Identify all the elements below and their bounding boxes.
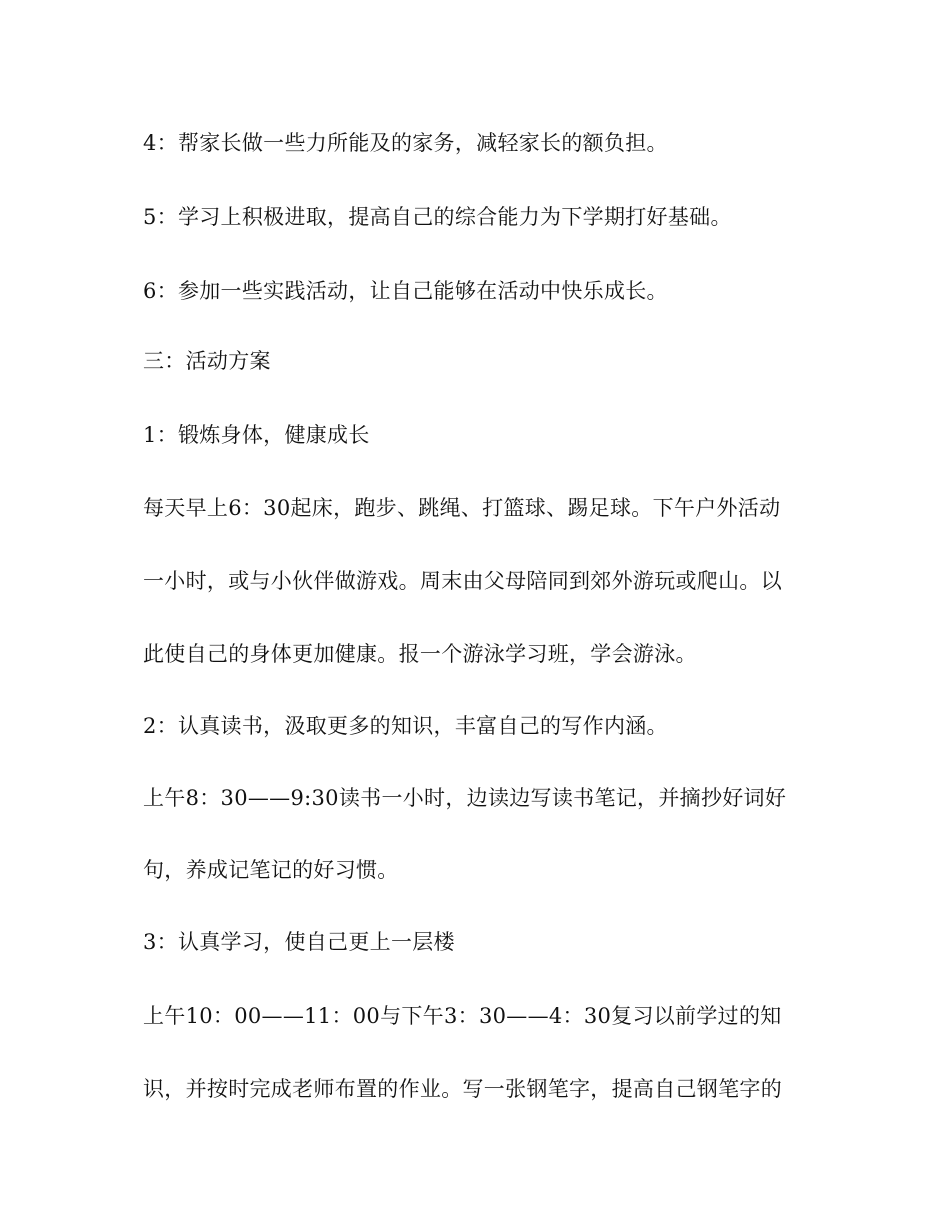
list-item-6: 6：参加一些实践活动，让自己能够在活动中快乐成长。 [143,279,668,303]
list-item-5: 5：学习上积极进取，提高自己的综合能力为下学期打好基础。 [143,205,732,229]
paragraph-line: 识，并按时完成老师布置的作业。写一张钢笔字，提高自己钢笔字的 [143,1077,782,1101]
subheading-1: 1：锻炼身体，健康成长 [143,423,370,447]
subheading-3: 3：认真学习，使自己更上一层楼 [143,930,455,954]
paragraph-line: 每天早上6：30起床，跑步、跳绳、打篮球、踢足球。下午户外活动 [143,496,781,520]
section-heading: 三：活动方案 [143,349,271,373]
list-item-4: 4：帮家长做一些力所能及的家务，减轻家长的额负担。 [143,131,668,155]
paragraph-line: 上午8：30——9:30读书一小时，边读边写读书笔记，并摘抄好词好 [143,786,787,810]
paragraph-line: 此使自己的身体更加健康。报一个游泳学习班，学会游泳。 [143,642,697,666]
paragraph-line: 一小时，或与小伙伴做游戏。周末由父母陪同到郊外游玩或爬山。以 [143,569,782,593]
paragraph-line: 句，养成记笔记的好习惯。 [143,858,399,882]
paragraph-line: 上午10：00——11：00与下午3：30——4：30复习以前学过的知 [143,1004,782,1028]
subheading-2: 2：认真读书，汲取更多的知识，丰富自己的写作内涵。 [143,714,668,738]
